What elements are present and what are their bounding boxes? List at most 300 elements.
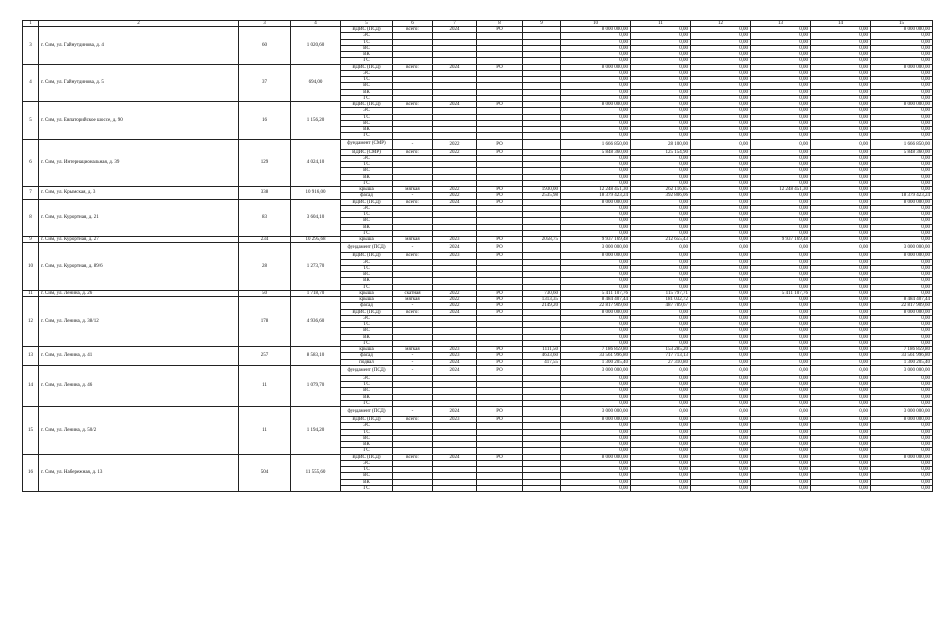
amount-cell: 0,00 [561,479,631,485]
amount-cell: 0,00 [751,174,811,180]
amount-cell: 0,00 [561,423,631,429]
amount-cell: 0,00 [561,89,631,95]
work-year: 2023 [433,347,477,353]
amount-cell: 0,00 [631,479,691,485]
amount-cell: 8 000 000,00 [561,309,631,315]
work-area [523,407,561,417]
amount-cell: 0,00 [811,205,871,211]
amount-cell: 0,00 [751,139,811,149]
amount-cell: 0,00 [811,460,871,466]
amount-cell: 0,00 [691,448,751,454]
amount-cell: 0,00 [811,108,871,114]
amount-cell: 0,00 [811,259,871,265]
amount-cell: 0,00 [631,33,691,39]
amount-cell: 125 154,90 [631,149,691,155]
work-area: 2149,20 [523,303,561,309]
work-type: ЭС [341,205,393,211]
amount-cell: 0,00 [871,95,933,101]
table-row [23,139,933,149]
amount-cell: 0,00 [691,460,751,466]
amount-cell: 0,00 [561,400,631,406]
amount-cell: 0,00 [631,382,691,388]
amount-cell: 8 484 407,44 [561,297,631,303]
amount-cell: 0,00 [631,120,691,126]
amount-cell: 0,00 [751,133,811,139]
work-area [523,243,561,253]
amount-cell: 0,00 [561,340,631,346]
work-source: РО [477,297,523,303]
amount-cell: 0,00 [631,102,691,108]
amount-cell: 0,00 [691,102,751,108]
amount-cell: 0,00 [811,485,871,491]
amount-cell: 0,00 [691,27,751,33]
work-source: РО [477,193,523,199]
amount-cell: 0,00 [871,77,933,83]
amount-cell: 0,00 [811,212,871,218]
work-source [477,485,523,491]
work-type: крыша [341,347,393,353]
amount-cell: 0,00 [561,328,631,334]
amount-cell: 0,00 [751,127,811,133]
work-year: 2022 [433,187,477,193]
amount-cell: 0,00 [871,70,933,76]
amount-cell: 8 000 000,00 [871,199,933,205]
amount-cell: 0,00 [811,435,871,441]
amount-cell: 0,00 [871,218,933,224]
amount-cell: 0,00 [631,375,691,381]
amount-cell: 0,00 [561,230,631,236]
amount-cell: 8 000 000,00 [561,64,631,70]
amount-cell: 0,00 [631,388,691,394]
amount-cell: 0,00 [871,133,933,139]
amount-cell: 0,00 [811,394,871,400]
amount-cell: 0,00 [561,127,631,133]
house-address: г. Сим, ул. Ленина, д. 41 [39,347,239,366]
amount-cell: 0,00 [811,253,871,259]
amount-cell: 0,00 [751,353,811,359]
amount-cell: 0,00 [751,328,811,334]
amount-cell: 0,00 [811,27,871,33]
house-number: 12 [23,297,39,347]
column-number: 5 [341,21,393,27]
amount-cell: 0,00 [691,114,751,120]
amount-cell: 0,00 [691,485,751,491]
amount-cell: 0,00 [751,309,811,315]
amount-cell: 0,00 [691,168,751,174]
apartments-count: 178 [239,297,291,347]
work-type: ВДИС (ПСД) [341,199,393,205]
amount-cell: 0,00 [691,347,751,353]
house-address: г. Сим, ул. Курортная, д. 89/6 [39,243,239,291]
amount-cell: 0,00 [871,340,933,346]
amount-cell: 0,00 [691,309,751,315]
amount-cell: 0,00 [811,127,871,133]
amount-cell: 8 000 000,00 [871,454,933,460]
amount-cell: 0,00 [871,400,933,406]
amount-cell: 0,00 [811,162,871,168]
amount-cell: 0,00 [561,83,631,89]
amount-cell: 0,00 [811,467,871,473]
column-number: 4 [291,21,341,27]
amount-cell: 0,00 [561,448,631,454]
amount-cell: 0,00 [631,155,691,161]
amount-cell: 3 000 000,00 [561,407,631,417]
house-address: г. Сим, ул. Курортная, д. 21 [39,199,239,237]
house-number: 3 [23,27,39,65]
amount-cell: 0,00 [691,108,751,114]
work-type: ВК [341,89,393,95]
work-subtype: - [393,139,433,149]
amount-cell: 181 032,72 [631,297,691,303]
work-type: ЭС [341,33,393,39]
amount-cell: 0,00 [871,322,933,328]
amount-cell: 0,00 [751,108,811,114]
amount-cell: 0,00 [691,423,751,429]
amount-cell: 0,00 [751,365,811,375]
work-type: подвал [341,359,393,365]
amount-cell: 0,00 [631,52,691,58]
amount-cell: 1 666 850,00 [561,139,631,149]
amount-cell: 0,00 [691,340,751,346]
amount-cell: 3 000 000,00 [871,365,933,375]
work-type: ВС [341,388,393,394]
work-type: фасад [341,303,393,309]
amount-cell: 0,00 [691,442,751,448]
amount-cell: 8 000 000,00 [871,64,933,70]
amount-cell: 0,00 [561,212,631,218]
table-row [23,365,933,375]
work-subtype: всего: [393,253,433,259]
house-number: 10 [23,243,39,291]
amount-cell: 0,00 [751,230,811,236]
amount-cell: 0,00 [631,448,691,454]
amount-cell: 8 000 000,00 [871,27,933,33]
amount-cell: 0,00 [811,89,871,95]
amount-cell: 0,00 [871,334,933,340]
work-area: 4633,60 [523,353,561,359]
work-type: ЭС [341,460,393,466]
amount-cell: 0,00 [811,193,871,199]
amount-cell: 0,00 [691,322,751,328]
work-type: ГС [341,58,393,64]
amount-cell: 0,00 [871,265,933,271]
work-type: ТС [341,212,393,218]
amount-cell: 0,00 [691,230,751,236]
amount-cell: 0,00 [811,322,871,328]
amount-cell: 0,00 [811,168,871,174]
house-area: 1 194,20 [291,407,341,455]
house-number: 6 [23,139,39,187]
amount-cell: 0,00 [871,187,933,193]
work-type: фундамент (ПСД) [341,243,393,253]
amount-cell: 0,00 [871,33,933,39]
amount-cell: 0,00 [751,340,811,346]
amount-cell: 0,00 [631,224,691,230]
amount-cell: 0,00 [871,205,933,211]
house-address: г. Сим, ул. Гайнутдинова, д. 4 [39,27,239,65]
amount-cell: 0,00 [691,328,751,334]
work-subtype: всего: [393,199,433,205]
amount-cell: 0,00 [561,265,631,271]
amount-cell: 0,00 [811,353,871,359]
amount-cell: 0,00 [811,375,871,381]
amount-cell: 0,00 [561,205,631,211]
amount-cell: 0,00 [631,400,691,406]
work-year: 2024 [433,27,477,33]
house-address: г. Сим, ул. Евпаторийское шоссе, д. 90 [39,102,239,140]
amount-cell: 0,00 [691,479,751,485]
amount-cell: 28 100,00 [631,139,691,149]
amount-cell: 0,00 [561,429,631,435]
amount-cell: 0,00 [631,454,691,460]
amount-cell: 0,00 [811,315,871,321]
amount-cell: 0,00 [561,39,631,45]
work-year: 2022 [433,193,477,199]
amount-cell: 33 561 996,80 [871,353,933,359]
house-area: 1 273,70 [291,243,341,291]
work-type: ЭС [341,259,393,265]
amount-cell: 0,00 [561,77,631,83]
work-subtype: всего: [393,27,433,33]
work-area: 1111,50 [523,347,561,353]
amount-cell: 0,00 [691,359,751,365]
amount-cell: 27 310,80 [631,359,691,365]
apartments-count: 257 [239,347,291,366]
amount-cell: 0,00 [811,45,871,51]
amount-cell: 0,00 [751,83,811,89]
work-type: ВК [341,224,393,230]
amount-cell: 0,00 [751,473,811,479]
amount-cell: 0,00 [811,303,871,309]
work-year: 2023 [433,253,477,259]
work-year: 2022 [433,149,477,155]
amount-cell: 0,00 [811,359,871,365]
work-year: 2023 [433,353,477,359]
amount-cell: 0,00 [691,58,751,64]
amount-cell: 0,00 [631,108,691,114]
amount-cell: 0,00 [751,315,811,321]
work-type: ГС [341,485,393,491]
amount-cell: 0,00 [631,95,691,101]
amount-cell: 0,00 [751,180,811,186]
amount-cell: 0,00 [691,400,751,406]
amount-cell: 0,00 [811,149,871,155]
amount-cell: 0,00 [691,429,751,435]
work-year: 2023 [433,237,477,243]
amount-cell: 0,00 [871,120,933,126]
house-address: г. Сим, ул. Ленина, д. 26 [39,290,239,296]
amount-cell: 0,00 [691,303,751,309]
work-subtype: - [393,193,433,199]
amount-cell: 0,00 [691,375,751,381]
amount-cell: 0,00 [811,429,871,435]
amount-cell: 0,00 [561,114,631,120]
work-type: ЭС [341,70,393,76]
amount-cell: 0,00 [631,473,691,479]
amount-cell: 0,00 [811,77,871,83]
amount-cell: 0,00 [631,162,691,168]
amount-cell: 0,00 [561,180,631,186]
work-subtype [393,485,433,491]
amount-cell: 0,00 [871,114,933,120]
amount-cell: 0,00 [751,417,811,423]
house-area: 3 604,10 [291,199,341,237]
work-area [523,139,561,149]
amount-cell: 262 116,85 [631,187,691,193]
work-type: ВДИС (ПСД) [341,454,393,460]
work-type: фундамент (ПСД) [341,407,393,417]
apartments-count: 60 [239,27,291,65]
amount-cell: 0,00 [871,382,933,388]
amount-cell: 0,00 [751,429,811,435]
house-area: 694,00 [291,64,341,102]
amount-cell: 0,00 [631,205,691,211]
amount-cell: 0,00 [751,442,811,448]
amount-cell: 0,00 [811,218,871,224]
amount-cell: 0,00 [561,168,631,174]
apartments-count: 11 [239,365,291,406]
amount-cell: 0,00 [811,365,871,375]
work-type: ГС [341,95,393,101]
work-type: ГС [341,133,393,139]
amount-cell: 0,00 [631,485,691,491]
amount-cell: 0,00 [811,334,871,340]
amount-cell: 8 000 000,00 [561,27,631,33]
amount-cell: 0,00 [751,77,811,83]
amount-cell: 0,00 [871,485,933,491]
house-area: 4 024,10 [291,139,341,187]
amount-cell: 0,00 [561,284,631,290]
amount-cell: 0,00 [691,388,751,394]
amount-cell: 0,00 [811,272,871,278]
column-number: 8 [477,21,523,27]
column-number: 7 [433,21,477,27]
amount-cell: 0,00 [561,58,631,64]
amount-cell: 0,00 [631,435,691,441]
amount-cell: 0,00 [871,89,933,95]
amount-cell: 0,00 [811,328,871,334]
work-year: 2024 [433,365,477,375]
amount-cell: 0,00 [631,77,691,83]
amount-cell: 0,00 [871,315,933,321]
amount-cell: 0,00 [751,162,811,168]
work-type: ТС [341,162,393,168]
amount-cell: 0,00 [811,265,871,271]
amount-cell: 0,00 [691,162,751,168]
amount-cell: 0,00 [871,83,933,89]
work-source: РО [477,27,523,33]
amount-cell: 0,00 [811,52,871,58]
work-type: ВК [341,479,393,485]
column-number: 11 [631,21,691,27]
work-source: РО [477,253,523,259]
amount-cell: 0,00 [561,375,631,381]
house-area: 11 555,60 [291,454,341,492]
amount-cell: 0,00 [751,45,811,51]
amount-cell: 0,00 [751,265,811,271]
work-type: ВС [341,120,393,126]
amount-cell: 0,00 [631,328,691,334]
house-number: 11 [23,290,39,296]
amount-cell: 0,00 [751,284,811,290]
amount-cell: 0,00 [871,127,933,133]
amount-cell: 0,00 [691,224,751,230]
work-type: ВДИС (СМР) [341,149,393,155]
amount-cell: 9 937 169,48 [561,237,631,243]
amount-cell: 3 000 000,00 [561,365,631,375]
amount-cell: 0,00 [691,39,751,45]
amount-cell: 0,00 [811,139,871,149]
work-type: ВС [341,435,393,441]
work-type: ЭС [341,375,393,381]
amount-cell: 8 000 000,00 [871,253,933,259]
amount-cell: 0,00 [561,394,631,400]
amount-cell: 0,00 [631,45,691,51]
amount-cell: 0,00 [751,448,811,454]
amount-cell: 0,00 [691,473,751,479]
amount-cell: 0,00 [631,315,691,321]
amount-cell: 0,00 [631,259,691,265]
work-subtype: всего: [393,417,433,423]
amount-cell: 0,00 [811,388,871,394]
work-subtype: всего: [393,64,433,70]
amount-cell: 0,00 [691,407,751,417]
amount-cell: 0,00 [561,322,631,328]
amount-cell: 0,00 [751,485,811,491]
amount-cell: 0,00 [751,168,811,174]
amount-cell: 0,00 [561,95,631,101]
work-type: крыша [341,290,393,296]
amount-cell: 0,00 [691,272,751,278]
amount-cell: 717 713,13 [631,353,691,359]
amount-cell: 0,00 [561,388,631,394]
amount-cell: 0,00 [751,212,811,218]
amount-cell: 0,00 [631,322,691,328]
work-area: 417,55 [523,359,561,365]
work-type: крыша [341,187,393,193]
amount-cell: 0,00 [811,114,871,120]
work-source: РО [477,309,523,315]
amount-cell: 0,00 [811,174,871,180]
apartments-count: 83 [239,199,291,237]
amount-cell: 0,00 [811,133,871,139]
amount-cell: 0,00 [871,45,933,51]
work-subtype: всего: [393,454,433,460]
amount-cell: 487 789,67 [631,303,691,309]
amount-cell: 0,00 [691,52,751,58]
amount-cell: 5 411 107,76 [751,290,811,296]
amount-cell: 0,00 [751,253,811,259]
amount-cell: 0,00 [871,180,933,186]
house-area: 4 936,60 [291,297,341,347]
amount-cell: 153 285,20 [631,347,691,353]
amount-cell: 0,00 [631,218,691,224]
amount-cell: 0,00 [751,479,811,485]
amount-cell: 0,00 [631,114,691,120]
amount-cell: 0,00 [631,58,691,64]
amount-cell: 0,00 [751,272,811,278]
amount-cell: 0,00 [631,168,691,174]
amount-cell: 0,00 [751,347,811,353]
amount-cell: 0,00 [811,230,871,236]
amount-cell: 22 817 909,60 [871,303,933,309]
amount-cell: 0,00 [751,375,811,381]
work-type: ВС [341,218,393,224]
amount-cell: 0,00 [631,394,691,400]
amount-cell: 0,00 [751,102,811,108]
amount-cell: 0,00 [811,95,871,101]
amount-cell: 0,00 [561,70,631,76]
